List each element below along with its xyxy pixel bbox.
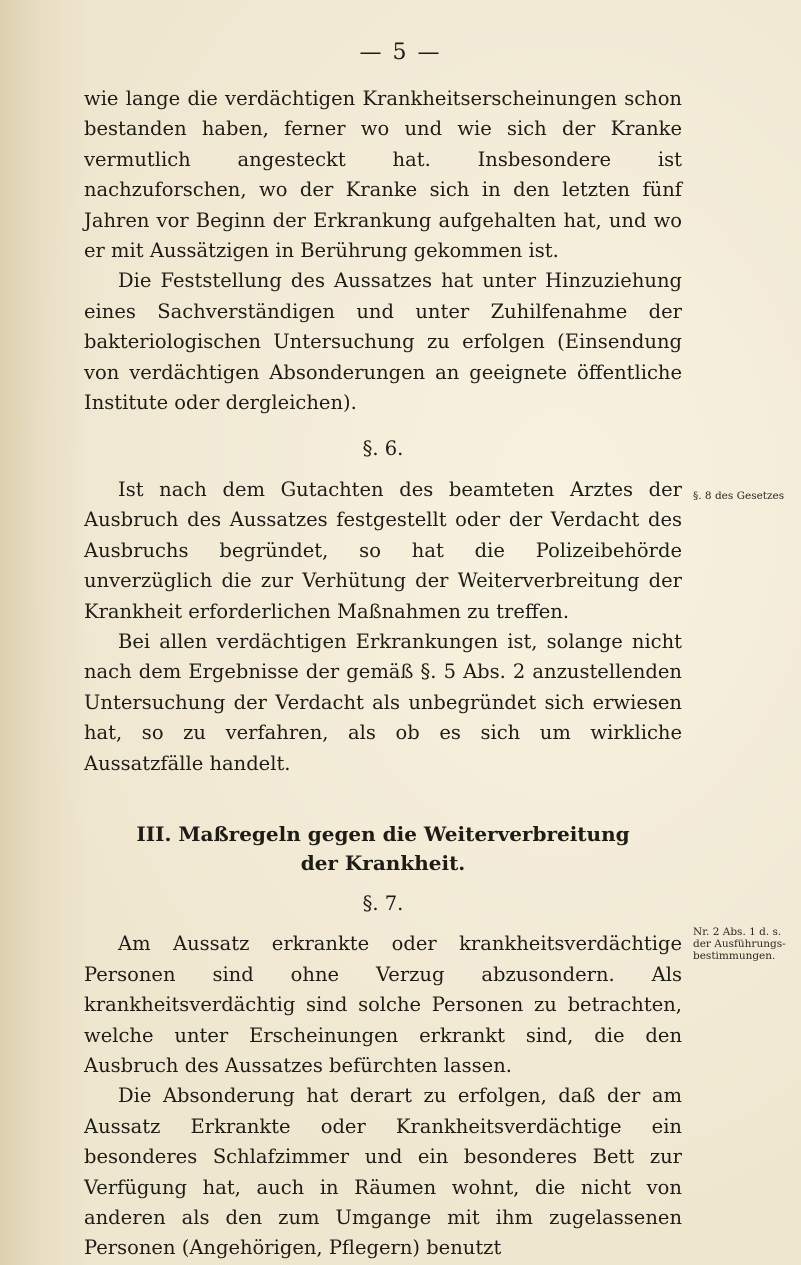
section-6-paragraph-2: Bei allen verdächtigen Erkrankungen ist, solange nicht nach dem Ergebnisse der gemäß §. 5 Abs. 2 anzustellenden Untersuchung der Verdacht als unbegründet sich erwiesen hat, so zu verfahren, als ob es sich um wirkliche Aussatzfälle handelt. — [84, 629, 682, 775]
section-7-paragraph-2: Die Absonderung hat derart zu erfolgen, daß der am Aussatz Erkrankte oder Krankheitsverdächtige ein besonderes Schlafzimmer und ein besonderes Bett zur Verfügung hat, auch in Räumen wohnt, die nicht von anderen als den zum Umgange mit ihm zugelassenen Personen (Angehörigen, Pflegern) benutzt — [84, 1084, 682, 1260]
section-6-paragraph-1: Ist nach dem Gutachten des beamteten Arztes der Ausbruch des Aussatzes festgestellt oder der Verdacht des Ausbruchs begründet, so hat die Polizeibehörde unverzüglich die zur Verhütung der Weiterverbreitung der Krankheit erforderlichen Maßnahmen zu treffen. — [84, 477, 682, 623]
margin-note-line: bestimmungen. — [693, 950, 776, 962]
section-6-heading: §. 6. — [362, 437, 404, 461]
section-7-paragraph-1: Am Aussatz erkrankte oder krankheitsverdächtige Personen sind ohne Verzug abzusondern. Als krankheitsverdächtig sind solche Personen zu betrachten, welche unter Erscheinungen erkrankt sind, die den Ausbruch des Aussatzes befürchten lassen. — [84, 932, 682, 1077]
body-text — [84, 84, 682, 1264]
paragraph-continuation: wie lange die verdächtigen Krankheitserscheinungen schon bestanden haben, ferner wo und wie sich der Kranke vermutlich angesteckt hat. Insbesondere ist nachzuforschen, wo der Kranke sich in den letzten fünf Jahren vor Beginn der Erkrankung aufgehalten hat, und wo er mit Aussätzigen in Berührung gekommen ist. — [84, 87, 682, 263]
margin-note-gesetz: §. 8 des Gesetzes — [693, 490, 785, 502]
chapter-3-subtitle: der Krankheit. — [300, 850, 466, 875]
margin-note-ausfuehrung — [693, 926, 801, 962]
page-number: — 5 — — [359, 40, 442, 65]
margin-note-line: der Ausführungs- — [693, 938, 786, 950]
paragraph-feststellung: Die Feststellung des Aussatzes hat unter Hinzuziehung eines Sachverständigen und unter Zuhilfenahme der bakteriologischen Untersuchung zu erfolgen (Einsendung von verdächtigen Absonderungen an geeignete öffentliche Institute oder dergleichen). — [84, 269, 682, 415]
margin-note-line: Nr. 2 Abs. 1 d. s. — [693, 926, 782, 938]
chapter-3-title: III. Maßregeln gegen die Weiterverbreitung — [136, 821, 630, 846]
section-7-heading: §. 7. — [362, 891, 404, 915]
